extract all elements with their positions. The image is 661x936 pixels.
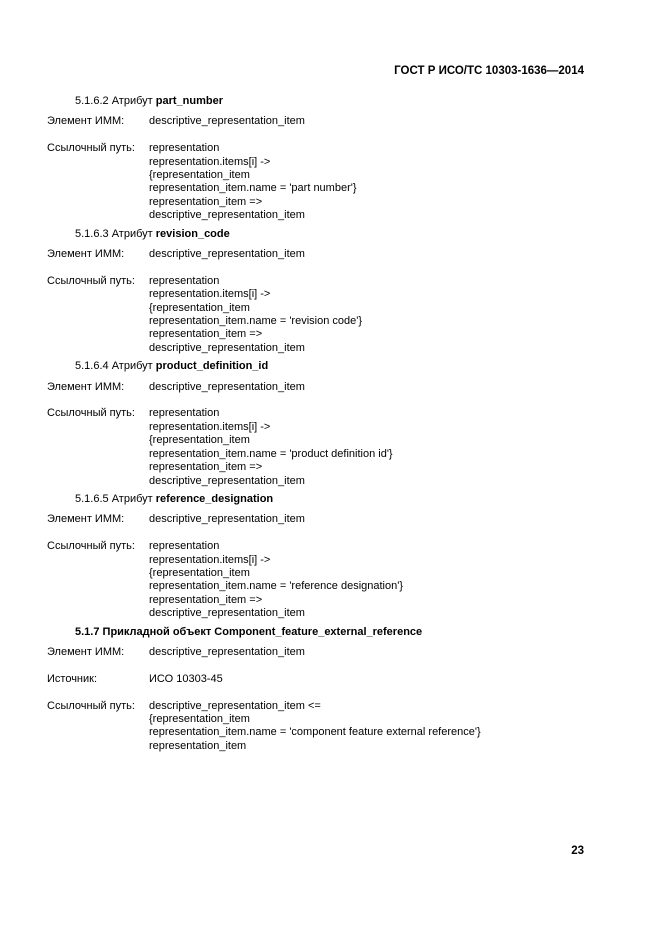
imm-row: [47, 646, 584, 659]
ref-path-line: descriptive_representation_item: [149, 341, 305, 354]
imm-label: Элемент ИММ:: [47, 380, 125, 393]
section-number: 5.1.6.4: [75, 360, 109, 373]
ref-path-line: representation: [149, 142, 220, 155]
imm-label: Элемент ИММ:: [47, 248, 125, 261]
section-reference-designation: [47, 493, 584, 621]
ref-path-row: [47, 407, 584, 487]
ref-path-line: descriptive_representation_item: [149, 209, 305, 222]
section-component-feature-external-reference: [47, 626, 584, 754]
section-heading: [75, 626, 584, 639]
section-number: 5.1.6.3: [75, 227, 109, 240]
ref-path-lines: [149, 142, 584, 222]
section-number: 5.1.6.5: [75, 492, 109, 505]
doc-header: ГОСТ Р ИСО/ТС 10303-1636—2014: [394, 65, 584, 77]
attribute-name: revision_code: [155, 227, 230, 240]
ref-path-lines: [149, 407, 584, 487]
imm-value: descriptive_representation_item: [149, 513, 305, 526]
imm-row: [47, 381, 584, 394]
section-kind: Атрибут: [111, 227, 153, 240]
section-heading: [75, 95, 584, 108]
ref-path-line: {representation_item: [149, 301, 250, 314]
ref-path-line: descriptive_representation_item: [149, 607, 305, 620]
imm-value: descriptive_representation_item: [149, 115, 305, 128]
section-kind: Атрибут: [111, 360, 153, 373]
ref-path-lines: [149, 275, 584, 355]
imm-row: [47, 513, 584, 526]
attribute-name: product_definition_id: [155, 360, 269, 373]
source-value: ИСО 10303-45: [149, 672, 223, 685]
imm-value: descriptive_representation_item: [149, 248, 305, 261]
ref-path-row: [47, 275, 584, 355]
ref-path-line: representation_item.name = 'reference designation'}: [149, 580, 403, 593]
attribute-name: part_number: [155, 95, 224, 107]
ref-path-line: representation.items[i] ->: [149, 553, 271, 566]
ref-path-line: {representation_item: [149, 712, 250, 725]
ref-path-row: [47, 142, 584, 222]
ref-path-line: representation.items[i] ->: [149, 420, 271, 433]
section-part-number: [47, 95, 584, 223]
section-kind: Атрибут: [111, 95, 153, 107]
ref-path-line: representation.items[i] ->: [149, 155, 271, 168]
ref-path-line: representation_item.name = 'product definition id'}: [149, 447, 393, 460]
ref-path-row: [47, 540, 584, 620]
ref-path-line: representation_item.name = 'part number'}: [149, 182, 357, 195]
ref-path-line: representation_item =>: [149, 328, 263, 341]
imm-row: [47, 115, 584, 128]
ref-path-line: representation_item.name = 'component feature external reference'}: [149, 726, 481, 739]
page-number: 23: [571, 845, 584, 857]
ref-path-label: Ссылочный путь:: [47, 540, 135, 553]
ref-path-line: representation: [149, 540, 220, 553]
source-label: Источник:: [47, 672, 98, 685]
section-kind: Прикладной объект: [102, 625, 212, 638]
ref-path-label: Ссылочный путь:: [47, 699, 135, 712]
ref-path-line: representation: [149, 407, 220, 420]
section-heading: [75, 360, 584, 373]
ref-path-lines: [149, 700, 584, 754]
section-number: 5.1.6.2: [75, 95, 109, 107]
section-heading: [75, 493, 584, 506]
section-heading: [75, 228, 584, 241]
imm-label: Элемент ИММ:: [47, 115, 125, 128]
ref-path-line: {representation_item: [149, 434, 250, 447]
section-number: 5.1.7: [75, 625, 100, 638]
object-name: Component_feature_external_reference: [214, 625, 423, 638]
ref-path-label: Ссылочный путь:: [47, 142, 135, 155]
ref-path-line: representation_item: [149, 739, 247, 752]
document-body: [47, 95, 584, 758]
imm-label: Элемент ИММ:: [47, 645, 125, 658]
ref-path-lines: [149, 540, 584, 620]
ref-path-row: [47, 700, 584, 754]
section-product-definition-id: [47, 360, 584, 488]
ref-path-line: representation_item =>: [149, 195, 263, 208]
ref-path-line: representation_item =>: [149, 593, 263, 606]
ref-path-line: {representation_item: [149, 566, 250, 579]
ref-path-line: representation: [149, 274, 220, 287]
ref-path-label: Ссылочный путь:: [47, 407, 135, 420]
ref-path-line: descriptive_representation_item: [149, 474, 305, 487]
imm-row: [47, 248, 584, 261]
ref-path-line: {representation_item: [149, 169, 250, 182]
imm-value: descriptive_representation_item: [149, 380, 305, 393]
source-row: [47, 673, 584, 686]
section-revision-code: [47, 228, 584, 356]
ref-path-line: representation.items[i] ->: [149, 288, 271, 301]
imm-value: descriptive_representation_item: [149, 645, 305, 658]
ref-path-line: representation_item.name = 'revision code'}: [149, 315, 363, 328]
attribute-name: reference_designation: [155, 492, 274, 505]
ref-path-line: representation_item =>: [149, 461, 263, 474]
imm-label: Элемент ИММ:: [47, 513, 125, 526]
section-kind: Атрибут: [111, 492, 153, 505]
ref-path-label: Ссылочный путь:: [47, 274, 135, 287]
ref-path-line: descriptive_representation_item <=: [149, 699, 321, 712]
